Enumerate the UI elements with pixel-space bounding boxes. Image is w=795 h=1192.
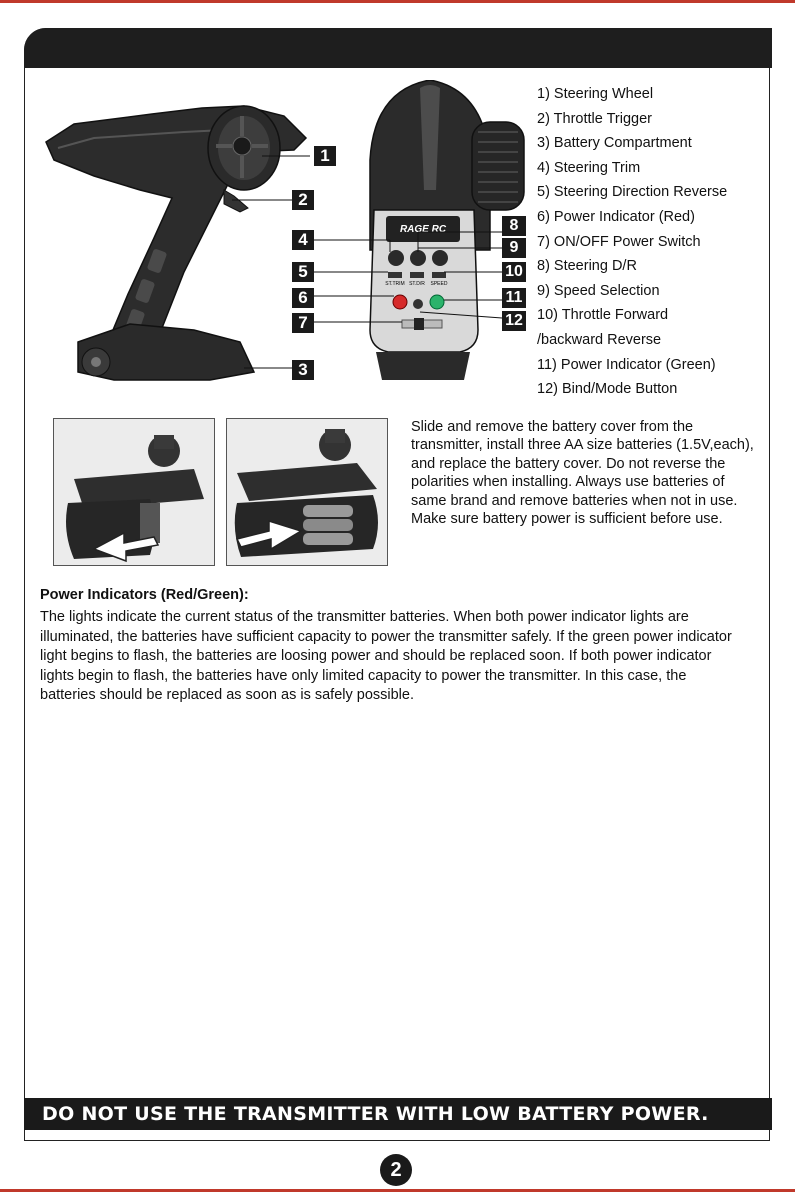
list-item: 11) Power Indicator (Green) xyxy=(537,356,716,373)
callout-12: 12 xyxy=(502,311,526,331)
front-view-transmitter xyxy=(370,80,524,380)
list-item: 8) Steering D/R xyxy=(537,258,637,275)
panel-label-speed: SPEED xyxy=(430,281,448,287)
panel-label-st-trim: ST.TRIM xyxy=(385,281,405,287)
transmitter-illustration xyxy=(34,80,534,390)
callout-2: 2 xyxy=(292,190,314,210)
top-accent-rule xyxy=(0,0,795,3)
power-indicators-body: The lights indicate the current status of the transmitter batteries. When both power indicator lights are illuminated, the batteries have sufficient capacity to power the transmitter safely. If the green power indicator light begins to flash, the batteries are loosing power and should be replaced soon. If both power indicator lights begin to flash, the batteries have only limited capacity to power the transmitter. In this case, the batteries should be replaced as soon as is safely possible. xyxy=(40,609,732,704)
list-item: 9) Speed Selection xyxy=(537,282,660,299)
list-item: 2) Throttle Trigger xyxy=(537,110,652,127)
panel-logo: RAGE RC xyxy=(399,224,447,235)
list-item: 5) Steering Direction Reverse xyxy=(537,184,728,201)
header-bar xyxy=(24,28,772,68)
callout-8: 8 xyxy=(502,216,526,236)
side-view-transmitter xyxy=(46,106,306,380)
list-item: 6) Power Indicator (Red) xyxy=(537,208,695,225)
page-number: 2 xyxy=(380,1154,412,1186)
callout-6: 6 xyxy=(292,288,314,308)
list-item: 3) Battery Compartment xyxy=(537,135,692,152)
callout-10: 10 xyxy=(502,262,526,282)
transmitter-figure xyxy=(34,80,534,390)
list-item: 10) Throttle Forward xyxy=(537,307,669,324)
low-battery-warning: DO NOT USE THE TRANSMITTER WITH LOW BATTERY POWER. xyxy=(24,1098,772,1130)
battery-install-photo xyxy=(226,418,388,566)
callout-7: 7 xyxy=(292,313,314,333)
panel-label-st-dr: ST.D/R xyxy=(409,281,425,287)
list-item: 7) ON/OFF Power Switch xyxy=(537,233,701,250)
callout-11: 11 xyxy=(502,288,526,308)
callout-9: 9 xyxy=(502,238,526,258)
list-item: 12) Bind/Mode Button xyxy=(537,381,678,398)
callout-5: 5 xyxy=(292,262,314,282)
list-item: /backward Reverse xyxy=(537,331,662,348)
battery-instructions: Slide and remove the battery cover from the transmitter, install three AA size batteries (1.5V,each), and replace the battery cover. Do not reverse the polarities when installing. Always use batteries of same brand and remove batteries when not in use. Make sure battery power is sufficient before use. xyxy=(411,419,754,528)
parts-list xyxy=(537,82,727,402)
callout-3: 3 xyxy=(292,360,314,380)
callout-4: 4 xyxy=(292,230,314,250)
callout-1: 1 xyxy=(314,146,336,166)
power-indicators-title: Power Indicators (Red/Green): xyxy=(40,587,249,603)
list-item: 1) Steering Wheel xyxy=(537,86,654,102)
battery-remove-photo xyxy=(53,418,215,566)
list-item: 4) Steering Trim xyxy=(537,159,641,176)
